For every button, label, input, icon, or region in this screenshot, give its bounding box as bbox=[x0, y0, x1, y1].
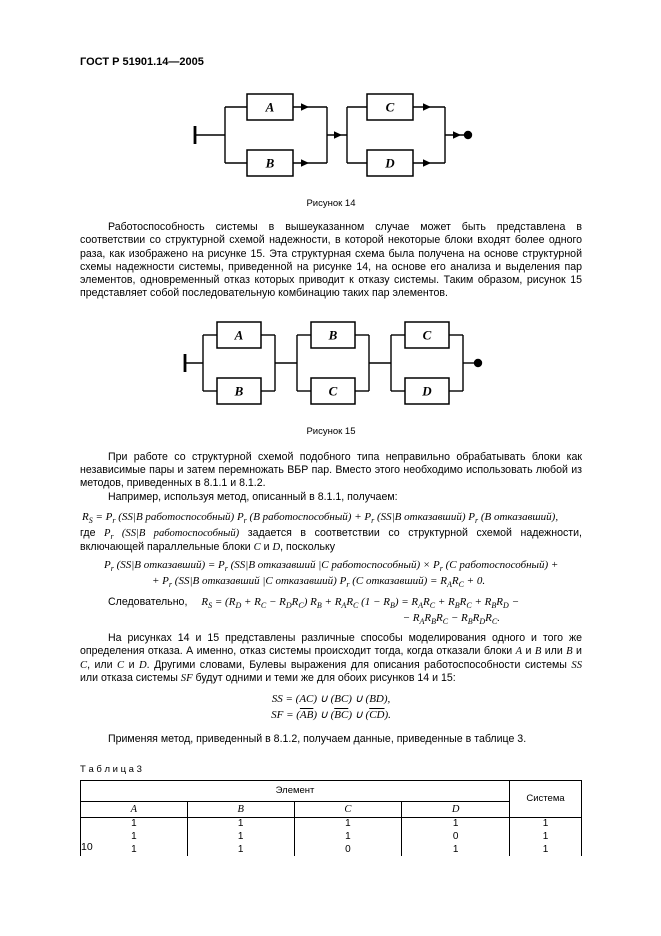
reliability-diagram-14 bbox=[189, 85, 474, 189]
table-cell: 1 bbox=[81, 843, 188, 856]
column-header-b: B bbox=[187, 801, 294, 817]
arrow-output-icon bbox=[453, 131, 461, 139]
figure-14 bbox=[80, 85, 582, 209]
paragraph-1: Работоспособность системы в вышеуказанном случае может быть представлена в соответствии со структурной схемой надежности, в которой некоторые блоки входят более одного раза, как изображено на рисунке 15. Эта структурная схема была получена на основе структурной схемы надежности системы, приведенной на рисунке 14, на основе его анализа и выделения пар элементов, одновременный отказ которых приводит к отказу системы. Таким образом, рисунок 15 представляет собой последовательную комбинацию таких пар элементов. bbox=[80, 221, 582, 300]
table-cell: 1 bbox=[294, 817, 402, 830]
table-cell: 1 bbox=[294, 830, 402, 843]
formula-rs-method1: $R_S = P_r$ (SS|B работоспособный) $P_r$ (B работоспособный) + $P_r$ (SS|B отказавший) $P_r$ (B отказавший), bbox=[82, 510, 559, 526]
block-a-label: A bbox=[265, 99, 274, 115]
table-row bbox=[81, 817, 582, 830]
paragraph-3: Например, используя метод, описанный в 8.1.1, получаем: bbox=[108, 490, 398, 503]
output-node bbox=[473, 359, 481, 367]
group1-top-label: A bbox=[234, 327, 243, 343]
column-header-c: C bbox=[294, 801, 402, 817]
table-header-row-1 bbox=[81, 780, 582, 801]
table-cell: 1 bbox=[510, 830, 582, 843]
group1-bottom-label: B bbox=[234, 383, 243, 399]
table-cell: 1 bbox=[187, 817, 294, 830]
block-d-label: D bbox=[384, 155, 395, 171]
table-cell: 0 bbox=[294, 843, 402, 856]
paragraph-5: На рисунках 14 и 15 представлены различные способы моделирования одного и того же определения отказа. А именно, отказ системы происходит тогда, когда отказали блоки A и B или B и C, или C и D. Другими словами, Булевы выражения для описания работоспособности системы SS или отказа системы SF будут одними и теми же для обоих рисунков 14 и 15: bbox=[80, 632, 582, 684]
formula-sf: SF = $(\overline{AB})$ ∪ $(\overline{BC})$ ∪ $(\overline{CD})$. bbox=[271, 708, 391, 721]
figure-14-caption: Рисунок 14 bbox=[306, 198, 356, 209]
formula-pr-line1: $P_r$ (SS|B отказавший) = $P_r$ (SS|B отказавший |C работоспособный) × $P_r$ (C работоспособный) + bbox=[104, 559, 559, 574]
table-cell: 1 bbox=[510, 843, 582, 856]
group3-bottom-label: D bbox=[421, 383, 432, 399]
table-row bbox=[81, 843, 582, 856]
table-header-row-2 bbox=[81, 801, 582, 817]
formula-rs-expansion: $R_S = (R_D + R_C - R_DR_C) R_B + R_AR_C$ $(1 - R_B) = R_AR_C + R_BR_C + R_BR_D$ − bbox=[201, 596, 519, 611]
diagram-wires bbox=[195, 107, 465, 163]
arrow-after-c-icon bbox=[423, 103, 431, 111]
page-number: 10 bbox=[81, 841, 93, 853]
arrow-after-b-icon bbox=[301, 159, 309, 167]
group2-bottom-label: C bbox=[328, 383, 337, 399]
group2-top-label: B bbox=[328, 327, 337, 343]
column-header-d: D bbox=[402, 801, 510, 817]
document-header: ГОСТ Р 51901.14—2005 bbox=[80, 56, 204, 68]
table-header-system: Система bbox=[510, 780, 582, 817]
block-b-label: B bbox=[265, 155, 274, 171]
paragraph-2: При работе со структурной схемой подобного типа неправильно обрабатывать блоки как независимые пары и затем перемножать ВБР пар. Вместо этого необходимо использовать любой из методов, приведенных в 8.1.1 и 8.1.2. bbox=[80, 450, 582, 490]
table-header-element: Элемент bbox=[81, 780, 510, 801]
table-3-label: Т а б л и ц а 3 bbox=[80, 763, 142, 775]
arrow-after-d-icon bbox=[423, 159, 431, 167]
block-c-label: C bbox=[385, 99, 394, 115]
table-cell: 1 bbox=[187, 830, 294, 843]
table-cell: 1 bbox=[81, 830, 188, 843]
table-cell: 1 bbox=[81, 817, 188, 830]
formula-consequently-line2: − $R_AR_BR_C - R_BR_DR_C$. bbox=[402, 611, 500, 626]
formula-ss: SS = (AC) ∪ (BC) ∪ (BD), bbox=[271, 693, 391, 706]
table-body bbox=[81, 817, 582, 856]
table-row bbox=[81, 830, 582, 843]
formula-consequently-line1 bbox=[80, 595, 582, 611]
table-3 bbox=[80, 780, 582, 857]
paragraph-4: где $P_r$ (SS|B работоспособный) задается в соответствии со структурной схемой надежности, включающей параллельные блоки C и D, поскольку bbox=[80, 527, 583, 553]
table-cell: 1 bbox=[510, 817, 582, 830]
consequently-label: Следовательно, bbox=[108, 596, 188, 609]
formula-pr-line2: + $P_r$ (SS|B отказавший |C отказавший) $P_r$ (C отказавший) = $R_AR_C + 0$. bbox=[152, 574, 486, 589]
block-labels bbox=[233, 327, 432, 398]
reliability-diagram-15 bbox=[179, 313, 484, 417]
group3-top-label: C bbox=[422, 327, 431, 343]
table-cell: 1 bbox=[402, 843, 510, 856]
table-cell: 1 bbox=[187, 843, 294, 856]
column-header-a: A bbox=[81, 801, 188, 817]
arrow-middle-icon bbox=[334, 131, 342, 139]
arrow-after-a-icon bbox=[301, 103, 309, 111]
table-cell: 0 bbox=[402, 830, 510, 843]
table-cell: 1 bbox=[402, 817, 510, 830]
figure-15-caption: Рисунок 15 bbox=[306, 425, 356, 437]
output-node bbox=[463, 131, 471, 139]
figure-15 bbox=[80, 313, 582, 437]
paragraph-6: Применяя метод, приведенный в 8.1.2, получаем данные, приведенные в таблице 3. bbox=[108, 733, 527, 746]
